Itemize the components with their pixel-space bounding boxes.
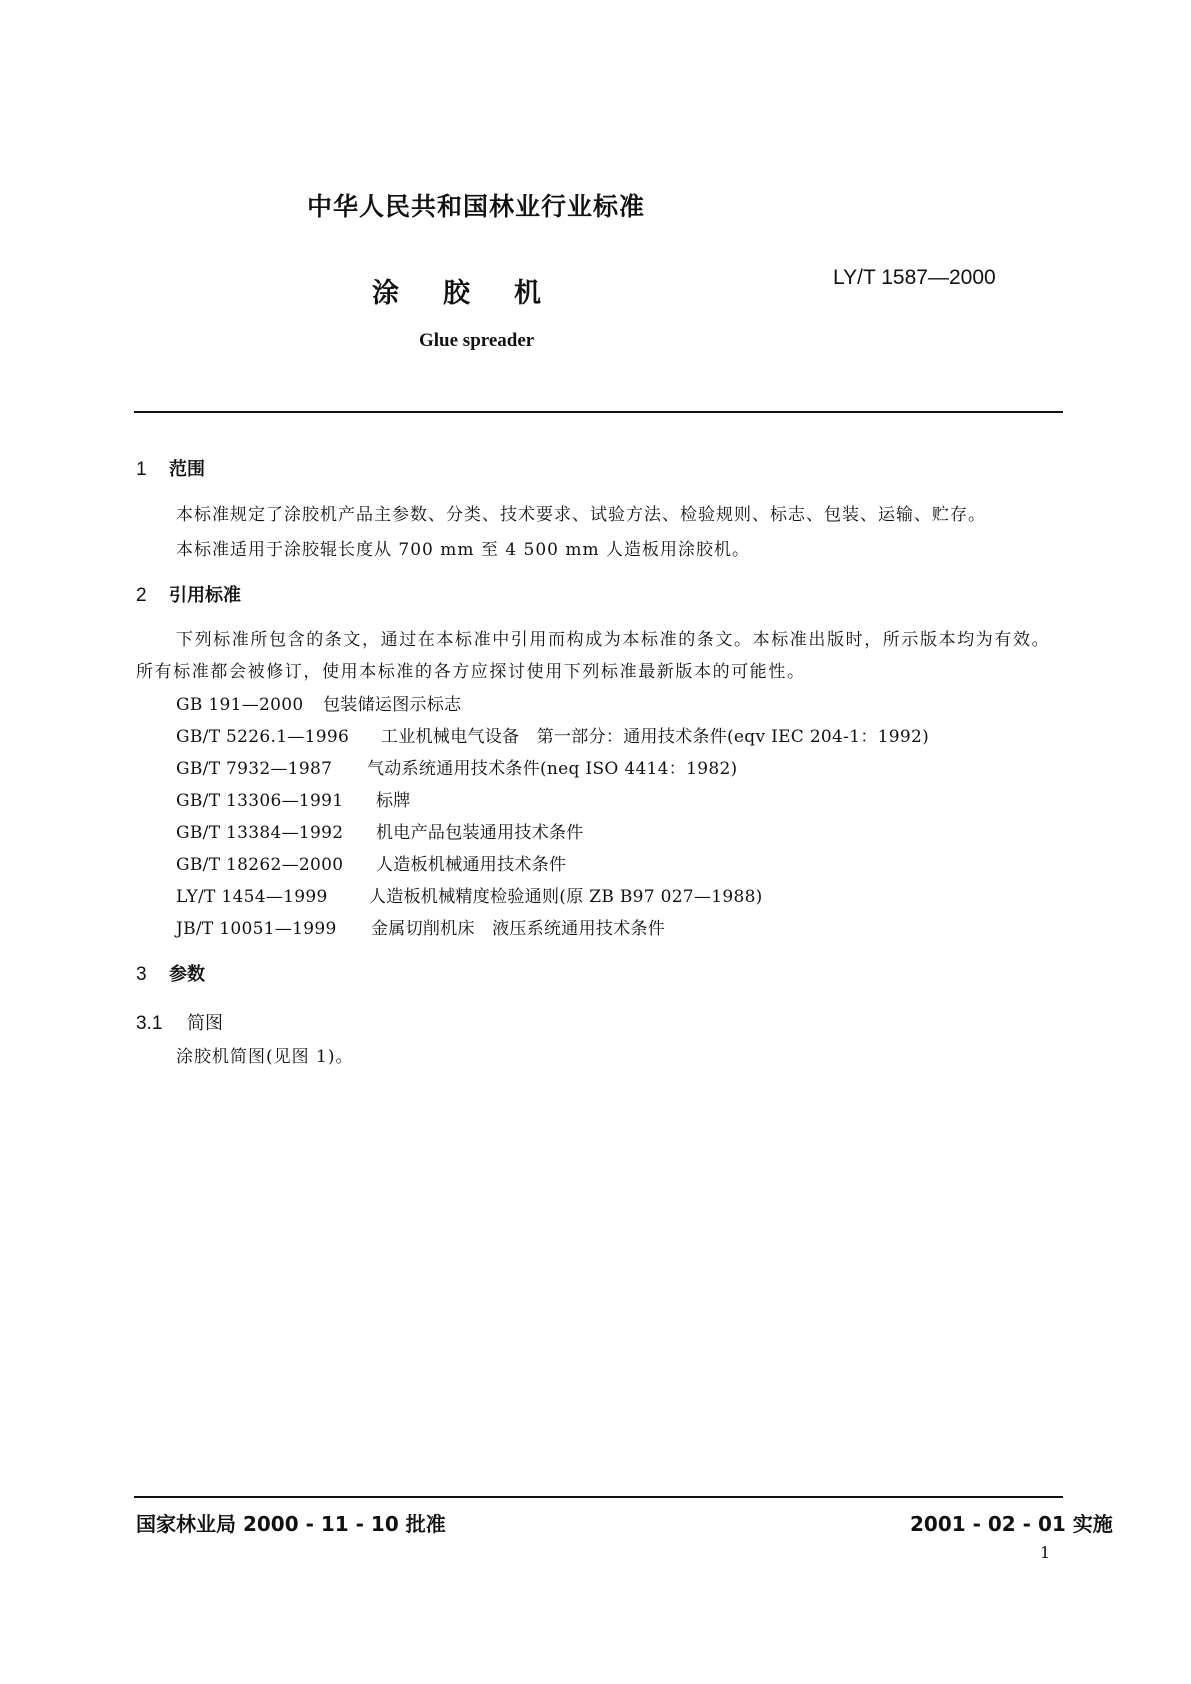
reference-item <box>176 722 929 747</box>
subsection-number: 3.1 <box>136 1013 163 1034</box>
reference-code: GB/T 13306—1991 <box>176 791 344 811</box>
approval-date: 国家林业局 2000 - 11 - 10 批准 <box>136 1512 446 1536</box>
reference-code: LY/T 1454—1999 <box>176 887 328 907</box>
reference-item <box>176 818 584 843</box>
subsection-3-1-heading <box>136 1009 223 1035</box>
subsection-3-1-text: 涂胶机简图(见图 1)。 <box>176 1047 354 1067</box>
page-number: 1 <box>1040 1543 1051 1562</box>
reference-code: GB 191—2000 <box>176 695 304 715</box>
header-divider <box>134 411 1063 413</box>
footer-divider <box>134 1496 1063 1498</box>
reference-item <box>176 850 566 875</box>
document-title-english: Glue spreader <box>419 330 535 351</box>
section-3-heading <box>136 960 205 986</box>
section-title: 范围 <box>169 459 205 480</box>
section-number: 3 <box>136 964 147 985</box>
reference-item <box>176 882 763 907</box>
document-title: 涂胶机 <box>372 278 585 309</box>
reference-item <box>176 914 665 939</box>
reference-name: 人造板机械通用技术条件 <box>376 855 567 875</box>
reference-name: 人造板机械精度检验通则(原 ZB B97 027—1988) <box>369 887 763 907</box>
section-2-intro: 下列标准所包含的条文，通过在本标准中引用而构成为本标准的条文。本标准出版时，所示版本均为有效。所有标准都会被修订，使用本标准的各方应探讨使用下列标准最新版本的可能性。 <box>136 630 1051 682</box>
reference-code: GB/T 18262—2000 <box>176 855 344 875</box>
reference-code: GB/T 13384—1992 <box>176 823 344 843</box>
reference-name: 包装储运图示标志 <box>323 695 462 715</box>
reference-item <box>176 786 411 811</box>
standard-organization: 中华人民共和国林业行业标准 <box>307 192 646 221</box>
section-2-heading <box>136 581 241 607</box>
reference-item <box>176 754 738 779</box>
section-1-heading <box>136 455 205 481</box>
reference-name: 气动系统通用技术条件(neq ISO 4414：1982) <box>367 759 738 779</box>
reference-name: 标牌 <box>376 791 411 811</box>
section-title: 参数 <box>169 964 205 985</box>
standard-code: LY/T 1587—2000 <box>833 266 996 289</box>
reference-code: JB/T 10051—1999 <box>176 919 337 939</box>
reference-name: 金属切削机床 液压系统通用技术条件 <box>371 919 666 939</box>
effective-date: 2001 - 02 - 01 实施 <box>910 1512 1113 1536</box>
section-1-paragraph-1: 本标准规定了涂胶机产品主参数、分类、技术要求、试验方法、检验规则、标志、包装、运输、贮存。 <box>176 505 986 525</box>
reference-code: GB/T 7932—1987 <box>176 759 333 779</box>
reference-item <box>176 690 461 715</box>
section-1-paragraph-2: 本标准适用于涂胶辊长度从 700 mm 至 4 500 mm 人造板用涂胶机。 <box>176 540 751 560</box>
subsection-title: 简图 <box>187 1013 223 1034</box>
reference-name: 工业机械电气设备 第一部分：通用技术条件(eqv IEC 204-1：1992) <box>381 727 930 747</box>
reference-name: 机电产品包装通用技术条件 <box>376 823 584 843</box>
section-number: 1 <box>136 459 147 480</box>
section-title: 引用标准 <box>169 585 241 606</box>
section-number: 2 <box>136 585 147 606</box>
reference-code: GB/T 5226.1—1996 <box>176 727 350 747</box>
